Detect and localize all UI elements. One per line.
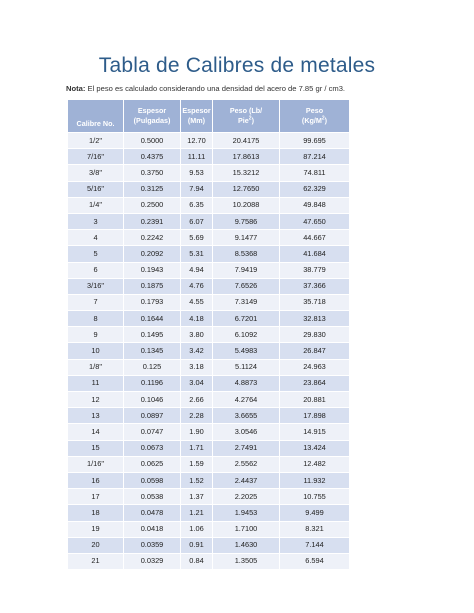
cell-espesor-pulgadas: 0.1046 <box>124 392 181 408</box>
table-row <box>68 359 350 375</box>
cell-peso-lb-pie2: 5.4983 <box>213 343 280 359</box>
header-label-line1: Peso (Lb/ <box>229 106 263 115</box>
header-label-end: ) <box>251 116 254 125</box>
cell-espesor-pulgadas: 0.0897 <box>124 408 181 424</box>
cell-calibre: 15 <box>68 440 124 456</box>
header-superscript: 2 <box>321 115 325 122</box>
cell-espesor-pulgadas: 0.1875 <box>124 278 181 294</box>
table-row <box>68 230 350 246</box>
cell-espesor-mm: 4.18 <box>181 311 213 327</box>
table-row <box>68 343 350 359</box>
cell-espesor-mm: 2.66 <box>181 392 213 408</box>
cell-espesor-pulgadas: 0.125 <box>124 359 181 375</box>
cell-espesor-mm: 11.11 <box>181 149 213 165</box>
header-peso-kg <box>280 100 350 133</box>
table-row <box>68 456 350 472</box>
cell-peso-lb-pie2: 20.4175 <box>213 133 280 149</box>
cell-peso-lb-pie2: 2.5562 <box>213 456 280 472</box>
cell-peso-kg-m2: 35.718 <box>280 294 350 310</box>
cell-peso-kg-m2: 99.695 <box>280 133 350 149</box>
cell-peso-kg-m2: 9.499 <box>280 505 350 521</box>
cell-espesor-pulgadas: 0.1644 <box>124 311 181 327</box>
cell-peso-lb-pie2: 6.1092 <box>213 327 280 343</box>
header-label-line2: Pie <box>238 116 249 125</box>
cell-espesor-mm: 4.76 <box>181 278 213 294</box>
cell-calibre: 18 <box>68 505 124 521</box>
cell-calibre: 5 <box>68 246 124 262</box>
cell-peso-kg-m2: 62.329 <box>280 181 350 197</box>
cell-espesor-mm: 1.59 <box>181 456 213 472</box>
cell-espesor-mm: 6.35 <box>181 197 213 213</box>
cell-peso-kg-m2: 20.881 <box>280 392 350 408</box>
cell-espesor-mm: 0.91 <box>181 537 213 553</box>
cell-calibre: 9 <box>68 327 124 343</box>
cell-peso-lb-pie2: 1.4630 <box>213 537 280 553</box>
cell-peso-lb-pie2: 3.0546 <box>213 424 280 440</box>
cell-peso-kg-m2: 44.667 <box>280 230 350 246</box>
cell-espesor-mm: 9.53 <box>181 165 213 181</box>
cell-peso-kg-m2: 12.482 <box>280 456 350 472</box>
cell-espesor-pulgadas: 0.1943 <box>124 262 181 278</box>
table-row <box>68 165 350 181</box>
cell-peso-lb-pie2: 1.7100 <box>213 521 280 537</box>
cell-espesor-pulgadas: 0.2391 <box>124 213 181 229</box>
cell-espesor-mm: 5.31 <box>181 246 213 262</box>
cell-espesor-mm: 3.04 <box>181 375 213 391</box>
cell-peso-lb-pie2: 9.1477 <box>213 230 280 246</box>
cell-peso-lb-pie2: 4.2764 <box>213 392 280 408</box>
table-row <box>68 537 350 553</box>
cell-espesor-mm: 1.90 <box>181 424 213 440</box>
table-row <box>68 408 350 424</box>
cell-calibre: 3/16" <box>68 278 124 294</box>
cell-peso-lb-pie2: 8.5368 <box>213 246 280 262</box>
cell-espesor-pulgadas: 0.3125 <box>124 181 181 197</box>
table-row <box>68 327 350 343</box>
cell-calibre: 12 <box>68 392 124 408</box>
cell-espesor-mm: 1.37 <box>181 489 213 505</box>
header-label-end: ) <box>324 116 328 125</box>
cell-peso-kg-m2: 23.864 <box>280 375 350 391</box>
cell-espesor-mm: 6.07 <box>181 213 213 229</box>
cell-calibre: 8 <box>68 311 124 327</box>
cell-espesor-mm: 4.55 <box>181 294 213 310</box>
cell-peso-kg-m2: 37.366 <box>280 278 350 294</box>
cell-peso-kg-m2: 87.214 <box>280 149 350 165</box>
cell-peso-lb-pie2: 15.3212 <box>213 165 280 181</box>
cell-peso-lb-pie2: 7.9419 <box>213 262 280 278</box>
cell-peso-lb-pie2: 9.7586 <box>213 213 280 229</box>
cell-calibre: 7/16" <box>68 149 124 165</box>
cell-peso-kg-m2: 10.755 <box>280 489 350 505</box>
cell-peso-kg-m2: 29.830 <box>280 327 350 343</box>
cell-espesor-pulgadas: 0.0598 <box>124 472 181 488</box>
cell-peso-kg-m2: 24.963 <box>280 359 350 375</box>
table-row <box>68 424 350 440</box>
cell-peso-lb-pie2: 1.3505 <box>213 553 280 569</box>
cell-espesor-mm: 5.69 <box>181 230 213 246</box>
cell-espesor-mm: 0.84 <box>181 553 213 569</box>
header-label-line2: (Pulgadas) <box>133 116 171 125</box>
cell-peso-kg-m2: 47.650 <box>280 213 350 229</box>
note-label: Nota: <box>66 84 86 93</box>
cell-calibre: 14 <box>68 424 124 440</box>
header-label-line1: Espesor <box>137 106 167 115</box>
cell-peso-lb-pie2: 2.2025 <box>213 489 280 505</box>
table-row <box>68 311 350 327</box>
table-row <box>68 505 350 521</box>
table-row <box>68 392 350 408</box>
cell-calibre: 20 <box>68 537 124 553</box>
cell-peso-kg-m2: 13.424 <box>280 440 350 456</box>
cell-espesor-pulgadas: 0.0329 <box>124 553 181 569</box>
table-row <box>68 375 350 391</box>
cell-espesor-mm: 1.06 <box>181 521 213 537</box>
cell-calibre: 3 <box>68 213 124 229</box>
cell-espesor-mm: 3.42 <box>181 343 213 359</box>
gauge-table <box>67 99 350 570</box>
cell-calibre: 21 <box>68 553 124 569</box>
table-row <box>68 440 350 456</box>
cell-peso-kg-m2: 11.932 <box>280 472 350 488</box>
cell-peso-kg-m2: 14.915 <box>280 424 350 440</box>
cell-peso-lb-pie2: 12.7650 <box>213 181 280 197</box>
table-row <box>68 181 350 197</box>
cell-espesor-pulgadas: 0.2242 <box>124 230 181 246</box>
header-espesor-mm <box>181 100 213 133</box>
table-header-row <box>68 100 350 133</box>
table-row <box>68 246 350 262</box>
table-row <box>68 489 350 505</box>
cell-peso-kg-m2: 32.813 <box>280 311 350 327</box>
cell-peso-kg-m2: 6.594 <box>280 553 350 569</box>
table-row <box>68 149 350 165</box>
table-row <box>68 197 350 213</box>
table-row <box>68 521 350 537</box>
cell-peso-kg-m2: 41.684 <box>280 246 350 262</box>
cell-peso-lb-pie2: 3.6655 <box>213 408 280 424</box>
cell-peso-lb-pie2: 5.1124 <box>213 359 280 375</box>
cell-peso-kg-m2: 7.144 <box>280 537 350 553</box>
table-row <box>68 133 350 149</box>
cell-espesor-pulgadas: 0.0747 <box>124 424 181 440</box>
cell-espesor-mm: 1.71 <box>181 440 213 456</box>
cell-espesor-pulgadas: 0.0538 <box>124 489 181 505</box>
cell-espesor-pulgadas: 0.3750 <box>124 165 181 181</box>
cell-peso-kg-m2: 17.898 <box>280 408 350 424</box>
cell-espesor-mm: 1.21 <box>181 505 213 521</box>
cell-calibre: 19 <box>68 521 124 537</box>
cell-espesor-pulgadas: 0.1196 <box>124 375 181 391</box>
note-text: El peso es calculado considerando una densidad del acero de 7.85 gr / cm3. <box>85 84 346 93</box>
cell-espesor-mm: 7.94 <box>181 181 213 197</box>
cell-peso-lb-pie2: 4.8873 <box>213 375 280 391</box>
cell-espesor-mm: 3.80 <box>181 327 213 343</box>
cell-calibre: 11 <box>68 375 124 391</box>
cell-espesor-mm: 4.94 <box>181 262 213 278</box>
cell-peso-lb-pie2: 2.7491 <box>213 440 280 456</box>
table-row <box>68 472 350 488</box>
cell-espesor-pulgadas: 0.0673 <box>124 440 181 456</box>
header-calibre-label: Calibre No. <box>76 119 115 128</box>
cell-espesor-pulgadas: 0.1345 <box>124 343 181 359</box>
table-row <box>68 294 350 310</box>
cell-espesor-pulgadas: 0.1793 <box>124 294 181 310</box>
header-label-line2: (Kg/M <box>301 116 322 125</box>
cell-peso-kg-m2: 26.847 <box>280 343 350 359</box>
cell-peso-kg-m2: 49.848 <box>280 197 350 213</box>
cell-peso-lb-pie2: 7.6526 <box>213 278 280 294</box>
cell-espesor-pulgadas: 0.0478 <box>124 505 181 521</box>
header-label-line1: Espesor <box>182 106 211 115</box>
cell-espesor-pulgadas: 0.1495 <box>124 327 181 343</box>
header-espesor-pulgadas <box>124 100 181 133</box>
cell-calibre: 7 <box>68 294 124 310</box>
cell-peso-kg-m2: 74.811 <box>280 165 350 181</box>
header-calibre <box>68 100 124 133</box>
cell-calibre: 13 <box>68 408 124 424</box>
cell-calibre: 5/16" <box>68 181 124 197</box>
cell-calibre: 3/8" <box>68 165 124 181</box>
cell-espesor-pulgadas: 0.0359 <box>124 537 181 553</box>
cell-calibre: 1/2" <box>68 133 124 149</box>
table-row <box>68 213 350 229</box>
cell-calibre: 1/8" <box>68 359 124 375</box>
cell-calibre: 10 <box>68 343 124 359</box>
cell-espesor-pulgadas: 0.0625 <box>124 456 181 472</box>
cell-peso-lb-pie2: 2.4437 <box>213 472 280 488</box>
cell-peso-lb-pie2: 7.3149 <box>213 294 280 310</box>
cell-calibre: 6 <box>68 262 124 278</box>
table-row <box>68 278 350 294</box>
page-title: Tabla de Calibres de metales <box>98 54 376 77</box>
cell-espesor-pulgadas: 0.2092 <box>124 246 181 262</box>
cell-espesor-pulgadas: 0.5000 <box>124 133 181 149</box>
cell-espesor-mm: 1.52 <box>181 472 213 488</box>
cell-espesor-pulgadas: 0.4375 <box>124 149 181 165</box>
cell-calibre: 1/16" <box>68 456 124 472</box>
header-superscript: 2 <box>248 115 252 122</box>
table-row <box>68 553 350 569</box>
table-row <box>68 262 350 278</box>
cell-calibre: 4 <box>68 230 124 246</box>
cell-peso-kg-m2: 38.779 <box>280 262 350 278</box>
header-label-line2: (Mm) <box>187 116 206 125</box>
header-label-line1: Peso <box>305 106 324 115</box>
note <box>66 84 345 93</box>
cell-calibre: 1/4" <box>68 197 124 213</box>
cell-espesor-mm: 2.28 <box>181 408 213 424</box>
cell-peso-kg-m2: 8.321 <box>280 521 350 537</box>
cell-espesor-mm: 12.70 <box>181 133 213 149</box>
cell-calibre: 16 <box>68 472 124 488</box>
cell-calibre: 17 <box>68 489 124 505</box>
cell-peso-lb-pie2: 17.8613 <box>213 149 280 165</box>
cell-espesor-pulgadas: 0.2500 <box>124 197 181 213</box>
cell-peso-lb-pie2: 1.9453 <box>213 505 280 521</box>
cell-peso-lb-pie2: 6.7201 <box>213 311 280 327</box>
cell-peso-lb-pie2: 10.2088 <box>213 197 280 213</box>
cell-espesor-pulgadas: 0.0418 <box>124 521 181 537</box>
cell-espesor-mm: 3.18 <box>181 359 213 375</box>
header-peso-lb <box>213 100 280 133</box>
